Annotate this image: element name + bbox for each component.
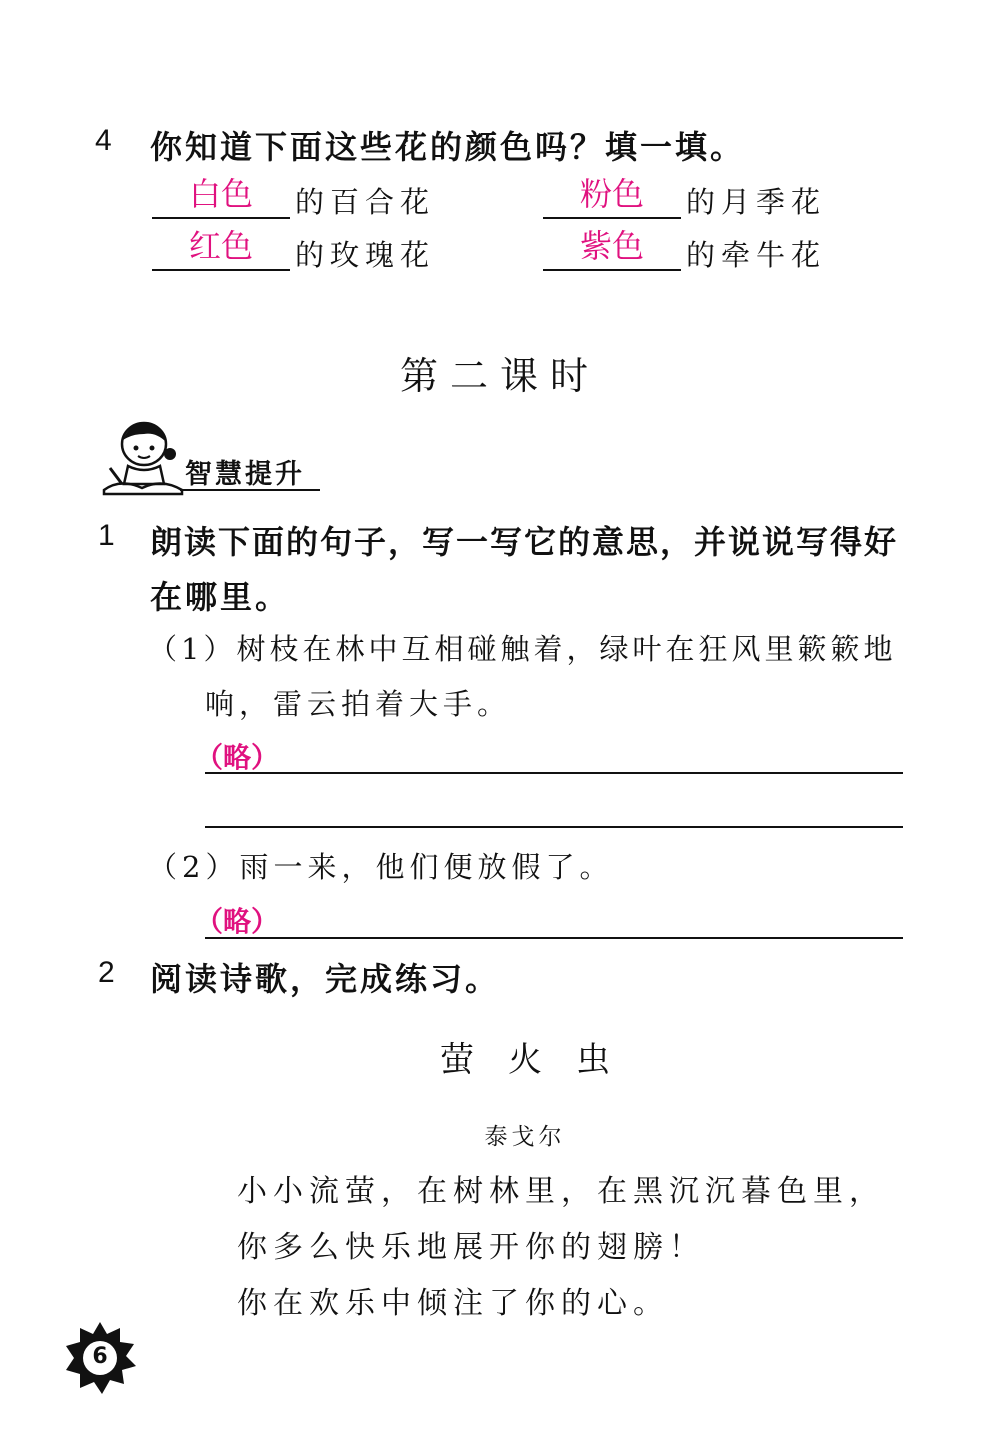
answer-blank-2[interactable] xyxy=(543,177,681,219)
blank-suffix-1: 的百合花 xyxy=(295,185,436,219)
question-4-text: 你知道下面这些花的颜色吗？填一填。 xyxy=(150,128,746,166)
blank-suffix-2: 的月季花 xyxy=(686,185,827,219)
poem-title: 萤 火 虫 xyxy=(440,1040,610,1080)
section-header xyxy=(100,418,325,498)
question-2-number: 2 xyxy=(98,956,115,989)
question-1-text-line1: 朗读下面的句子，写一写它的意思，并说说写得好 xyxy=(150,523,899,561)
poem-line-2: 你多么快乐地展开你的翅膀！ xyxy=(237,1230,705,1265)
answer-blank-1[interactable] xyxy=(152,177,290,219)
sub-question-2: （2）雨一来，他们便放假了。 xyxy=(148,850,614,884)
answer-line-2a[interactable] xyxy=(205,937,903,939)
poem-line-1: 小小流萤，在树林里，在黑沉沉暮色里， xyxy=(237,1174,885,1209)
poem-author: 泰戈尔 xyxy=(484,1124,566,1150)
question-4-number: 4 xyxy=(95,124,112,157)
reading-girl-icon xyxy=(100,418,185,498)
answer-text-2: 粉色 xyxy=(579,175,644,213)
answer-blank-3[interactable] xyxy=(152,229,290,271)
sub-question-1-line1: （1）树枝在林中互相碰触着，绿叶在狂风里簌簌地 xyxy=(148,632,897,666)
sub-question-2-answer: （略） xyxy=(195,905,280,938)
lesson-title: 第二课时 xyxy=(399,354,600,398)
section-badge-underline xyxy=(180,489,320,491)
answer-line-1b[interactable] xyxy=(205,826,903,828)
answer-text-1: 白色 xyxy=(188,175,253,213)
answer-line-1a[interactable] xyxy=(205,772,903,774)
page-number: 6 xyxy=(92,1344,108,1369)
sub-question-1-line2: 响，雷云拍着大手。 xyxy=(205,687,512,721)
blank-suffix-3: 的玫瑰花 xyxy=(295,238,436,272)
answer-text-4: 紫色 xyxy=(579,227,644,265)
blank-suffix-4: 的牵牛花 xyxy=(686,238,827,272)
sub-question-1-answer: （略） xyxy=(195,741,280,774)
page-number-badge xyxy=(62,1320,138,1396)
answer-blank-4[interactable] xyxy=(543,229,681,271)
question-1-text-line2: 在哪里。 xyxy=(150,578,291,616)
answer-text-3: 红色 xyxy=(188,227,253,265)
section-badge-text: 智慧提升 xyxy=(185,459,305,490)
poem-line-3: 你在欢乐中倾注了你的心。 xyxy=(237,1286,669,1321)
question-1-number: 1 xyxy=(98,519,115,552)
question-2-text: 阅读诗歌，完成练习。 xyxy=(150,960,501,998)
